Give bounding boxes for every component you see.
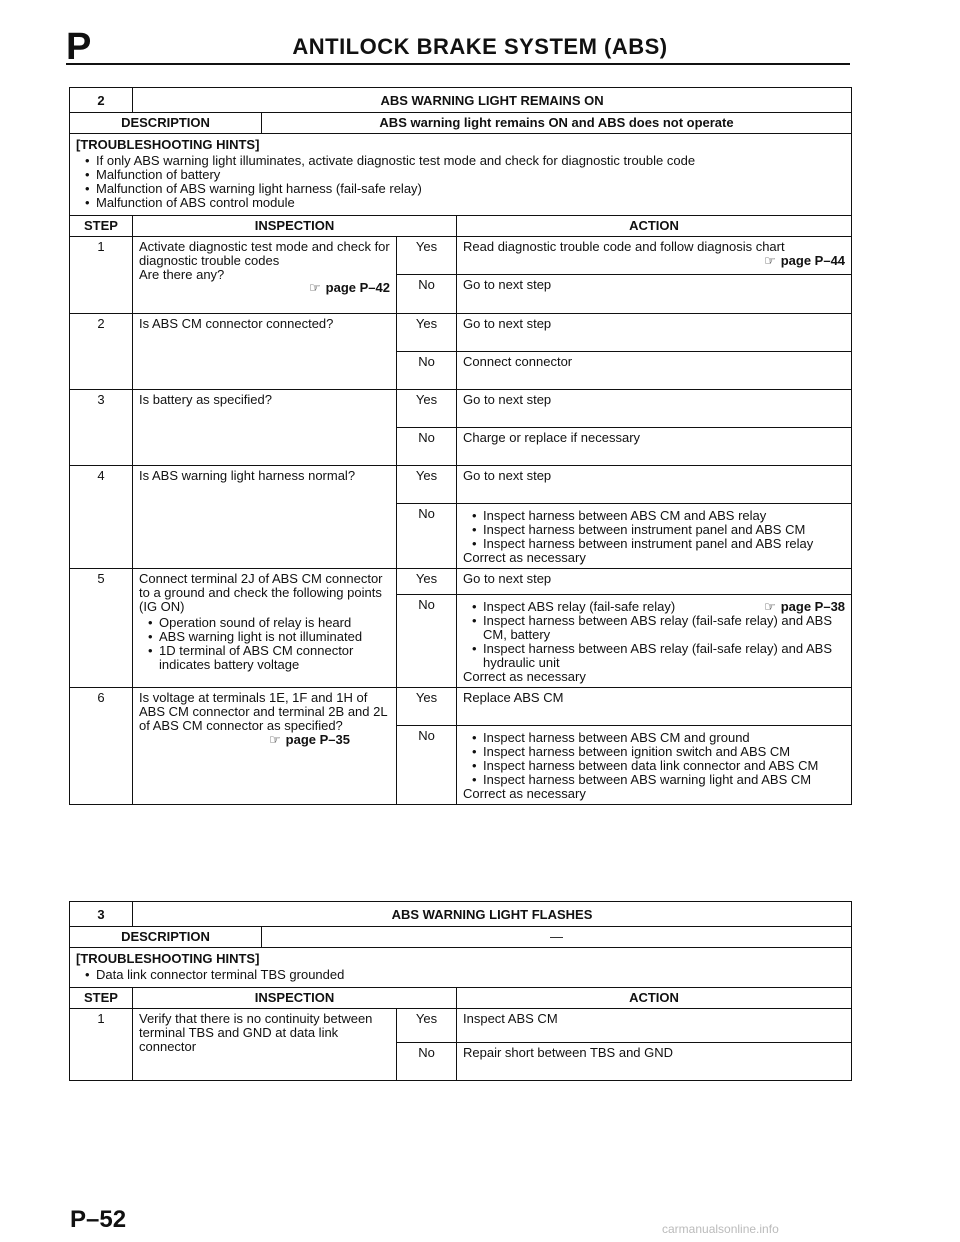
step-number: 6 bbox=[70, 688, 133, 805]
action-yes: Inspect ABS CM bbox=[457, 1009, 852, 1043]
inspection-bullet: • ABS warning light is not illuminated bbox=[159, 630, 390, 644]
step-number: 3 bbox=[70, 390, 133, 466]
action-no bbox=[457, 595, 852, 688]
inspection-text: Activate diagnostic test mode and check for diagnostic trouble codes Are there any? bbox=[139, 239, 390, 282]
step-number: 1 bbox=[70, 1009, 133, 1081]
troubleshooting-hints bbox=[70, 134, 852, 216]
action-yes: Go to next step bbox=[457, 569, 852, 595]
action-tail: Correct as necessary bbox=[463, 669, 586, 684]
column-header-step: STEP bbox=[70, 988, 133, 1009]
action-no: Go to next step bbox=[457, 275, 852, 314]
action-no bbox=[457, 726, 852, 805]
action-bullet: • Inspect harness between instrument panel and ABS relay bbox=[483, 537, 845, 551]
step-inspection bbox=[133, 688, 397, 805]
step-number: 4 bbox=[70, 466, 133, 569]
inspection-bullet: • Operation sound of relay is heard bbox=[159, 616, 390, 630]
description-text: — bbox=[262, 927, 852, 948]
reference-text: page P–38 bbox=[780, 599, 846, 614]
answer-yes: Yes bbox=[397, 314, 457, 352]
action-yes bbox=[457, 237, 852, 275]
answer-yes: Yes bbox=[397, 237, 457, 275]
step-number: 2 bbox=[70, 314, 133, 390]
action-tail: Correct as necessary bbox=[463, 550, 586, 565]
pointing-hand-icon: ☞ bbox=[764, 253, 776, 268]
answer-yes: Yes bbox=[397, 466, 457, 504]
step-inspection bbox=[133, 569, 397, 688]
action-bullet: • Inspect harness between data link connector and ABS CM bbox=[483, 759, 845, 773]
procedure-number: 3 bbox=[70, 902, 133, 927]
answer-no: No bbox=[397, 275, 457, 314]
answer-no: No bbox=[397, 504, 457, 569]
answer-yes: Yes bbox=[397, 390, 457, 428]
action-bullet bbox=[483, 600, 845, 614]
page-reference bbox=[764, 600, 845, 614]
step-inspection: Is battery as specified? bbox=[133, 390, 397, 466]
hints-list bbox=[76, 154, 845, 210]
action-yes: Replace ABS CM bbox=[457, 688, 852, 726]
description-label: DESCRIPTION bbox=[70, 927, 262, 948]
answer-no: No bbox=[397, 428, 457, 466]
procedure-number: 2 bbox=[70, 88, 133, 113]
watermark: carmanualsonline.info bbox=[662, 1222, 779, 1236]
hint-item: • Malfunction of ABS warning light harness (fail-safe relay) bbox=[96, 182, 845, 196]
procedure-table-warning-light-flashes bbox=[69, 901, 852, 1081]
action-bullet: • Inspect harness between ABS CM and ABS relay bbox=[483, 509, 845, 523]
column-header-step: STEP bbox=[70, 216, 133, 237]
pointing-hand-icon: ☞ bbox=[309, 280, 321, 295]
step-number: 5 bbox=[70, 569, 133, 688]
inspection-text: Is voltage at terminals 1E, 1F and 1H of ABS CM connector and terminal 2B and 2L of ABS CM connector as specified? bbox=[139, 690, 388, 733]
hint-item: • Malfunction of ABS control module bbox=[96, 196, 845, 210]
reference-text: page P–35 bbox=[285, 732, 350, 747]
action-bullet: • Inspect harness between instrument panel and ABS CM bbox=[483, 523, 845, 537]
step-inspection: Is ABS warning light harness normal? bbox=[133, 466, 397, 569]
action-no bbox=[457, 504, 852, 569]
action-text: Read diagnostic trouble code and follow diagnosis chart bbox=[463, 239, 785, 254]
bullet-text: Inspect ABS relay (fail-safe relay) bbox=[483, 599, 676, 614]
action-bullet: • Inspect harness between ABS warning light and ABS CM bbox=[483, 773, 845, 787]
column-header-action: ACTION bbox=[457, 988, 852, 1009]
column-header-action: ACTION bbox=[457, 216, 852, 237]
inspection-bullet: • 1D terminal of ABS CM connector indicates battery voltage bbox=[159, 644, 390, 672]
action-yes: Go to next step bbox=[457, 314, 852, 352]
procedure-table-warning-light-on bbox=[69, 87, 852, 805]
step-inspection: Is ABS CM connector connected? bbox=[133, 314, 397, 390]
action-yes: Go to next step bbox=[457, 390, 852, 428]
reference-text: page P–42 bbox=[325, 280, 390, 295]
action-bullets bbox=[463, 600, 845, 670]
troubleshooting-hints bbox=[70, 948, 852, 988]
answer-no: No bbox=[397, 352, 457, 390]
action-no: Connect connector bbox=[457, 352, 852, 390]
page-reference bbox=[139, 281, 390, 295]
action-bullets bbox=[463, 509, 845, 551]
action-bullet: • Inspect harness between ABS CM and ground bbox=[483, 731, 845, 745]
answer-yes: Yes bbox=[397, 1009, 457, 1043]
hints-list bbox=[76, 968, 845, 982]
action-bullet: • Inspect harness between ABS relay (fail-safe relay) and ABS hydraulic unit bbox=[483, 642, 845, 670]
hint-item: • Malfunction of battery bbox=[96, 168, 845, 182]
page-number: P–52 bbox=[70, 1206, 127, 1233]
column-header-inspection: INSPECTION bbox=[133, 216, 457, 237]
hint-item: • If only ABS warning light illuminates, activate diagnostic test mode and check for diagnostic trouble code bbox=[96, 154, 845, 168]
pointing-hand-icon: ☞ bbox=[269, 732, 281, 747]
action-bullets bbox=[463, 731, 845, 787]
step-number: 1 bbox=[70, 237, 133, 314]
action-bullet: • Inspect harness between ignition switch and ABS CM bbox=[483, 745, 845, 759]
answer-no: No bbox=[397, 595, 457, 688]
action-tail: Correct as necessary bbox=[463, 786, 586, 801]
step-inspection: Verify that there is no continuity between terminal TBS and GND at data link connector bbox=[133, 1009, 397, 1081]
section-letter: P bbox=[66, 26, 92, 68]
action-bullet: • Inspect harness between ABS relay (fail-safe relay) and ABS CM, battery bbox=[483, 614, 845, 642]
page-reference bbox=[139, 733, 390, 747]
answer-no: No bbox=[397, 1043, 457, 1081]
procedure-title: ABS WARNING LIGHT FLASHES bbox=[133, 902, 852, 927]
action-no: Repair short between TBS and GND bbox=[457, 1043, 852, 1081]
answer-yes: Yes bbox=[397, 688, 457, 726]
answer-yes: Yes bbox=[397, 569, 457, 595]
inspection-text: Connect terminal 2J of ABS CM connector to a ground and check the following points (IG ON) bbox=[139, 571, 383, 614]
answer-no: No bbox=[397, 726, 457, 805]
inspection-bullets bbox=[139, 616, 390, 672]
procedure-title: ABS WARNING LIGHT REMAINS ON bbox=[133, 88, 852, 113]
description-text: ABS warning light remains ON and ABS does not operate bbox=[262, 113, 852, 134]
step-inspection bbox=[133, 237, 397, 314]
hint-item: • Data link connector terminal TBS grounded bbox=[96, 968, 845, 982]
page-reference bbox=[463, 254, 845, 268]
action-no: Charge or replace if necessary bbox=[457, 428, 852, 466]
column-header-inspection: INSPECTION bbox=[133, 988, 457, 1009]
header-rule bbox=[66, 63, 850, 65]
page-title: ANTILOCK BRAKE SYSTEM (ABS) bbox=[292, 34, 668, 59]
action-yes: Go to next step bbox=[457, 466, 852, 504]
reference-text: page P–44 bbox=[780, 253, 846, 268]
hints-title: [TROUBLESHOOTING HINTS] bbox=[76, 137, 260, 152]
pointing-hand-icon: ☞ bbox=[764, 599, 776, 614]
description-label: DESCRIPTION bbox=[70, 113, 262, 134]
hints-title: [TROUBLESHOOTING HINTS] bbox=[76, 951, 260, 966]
